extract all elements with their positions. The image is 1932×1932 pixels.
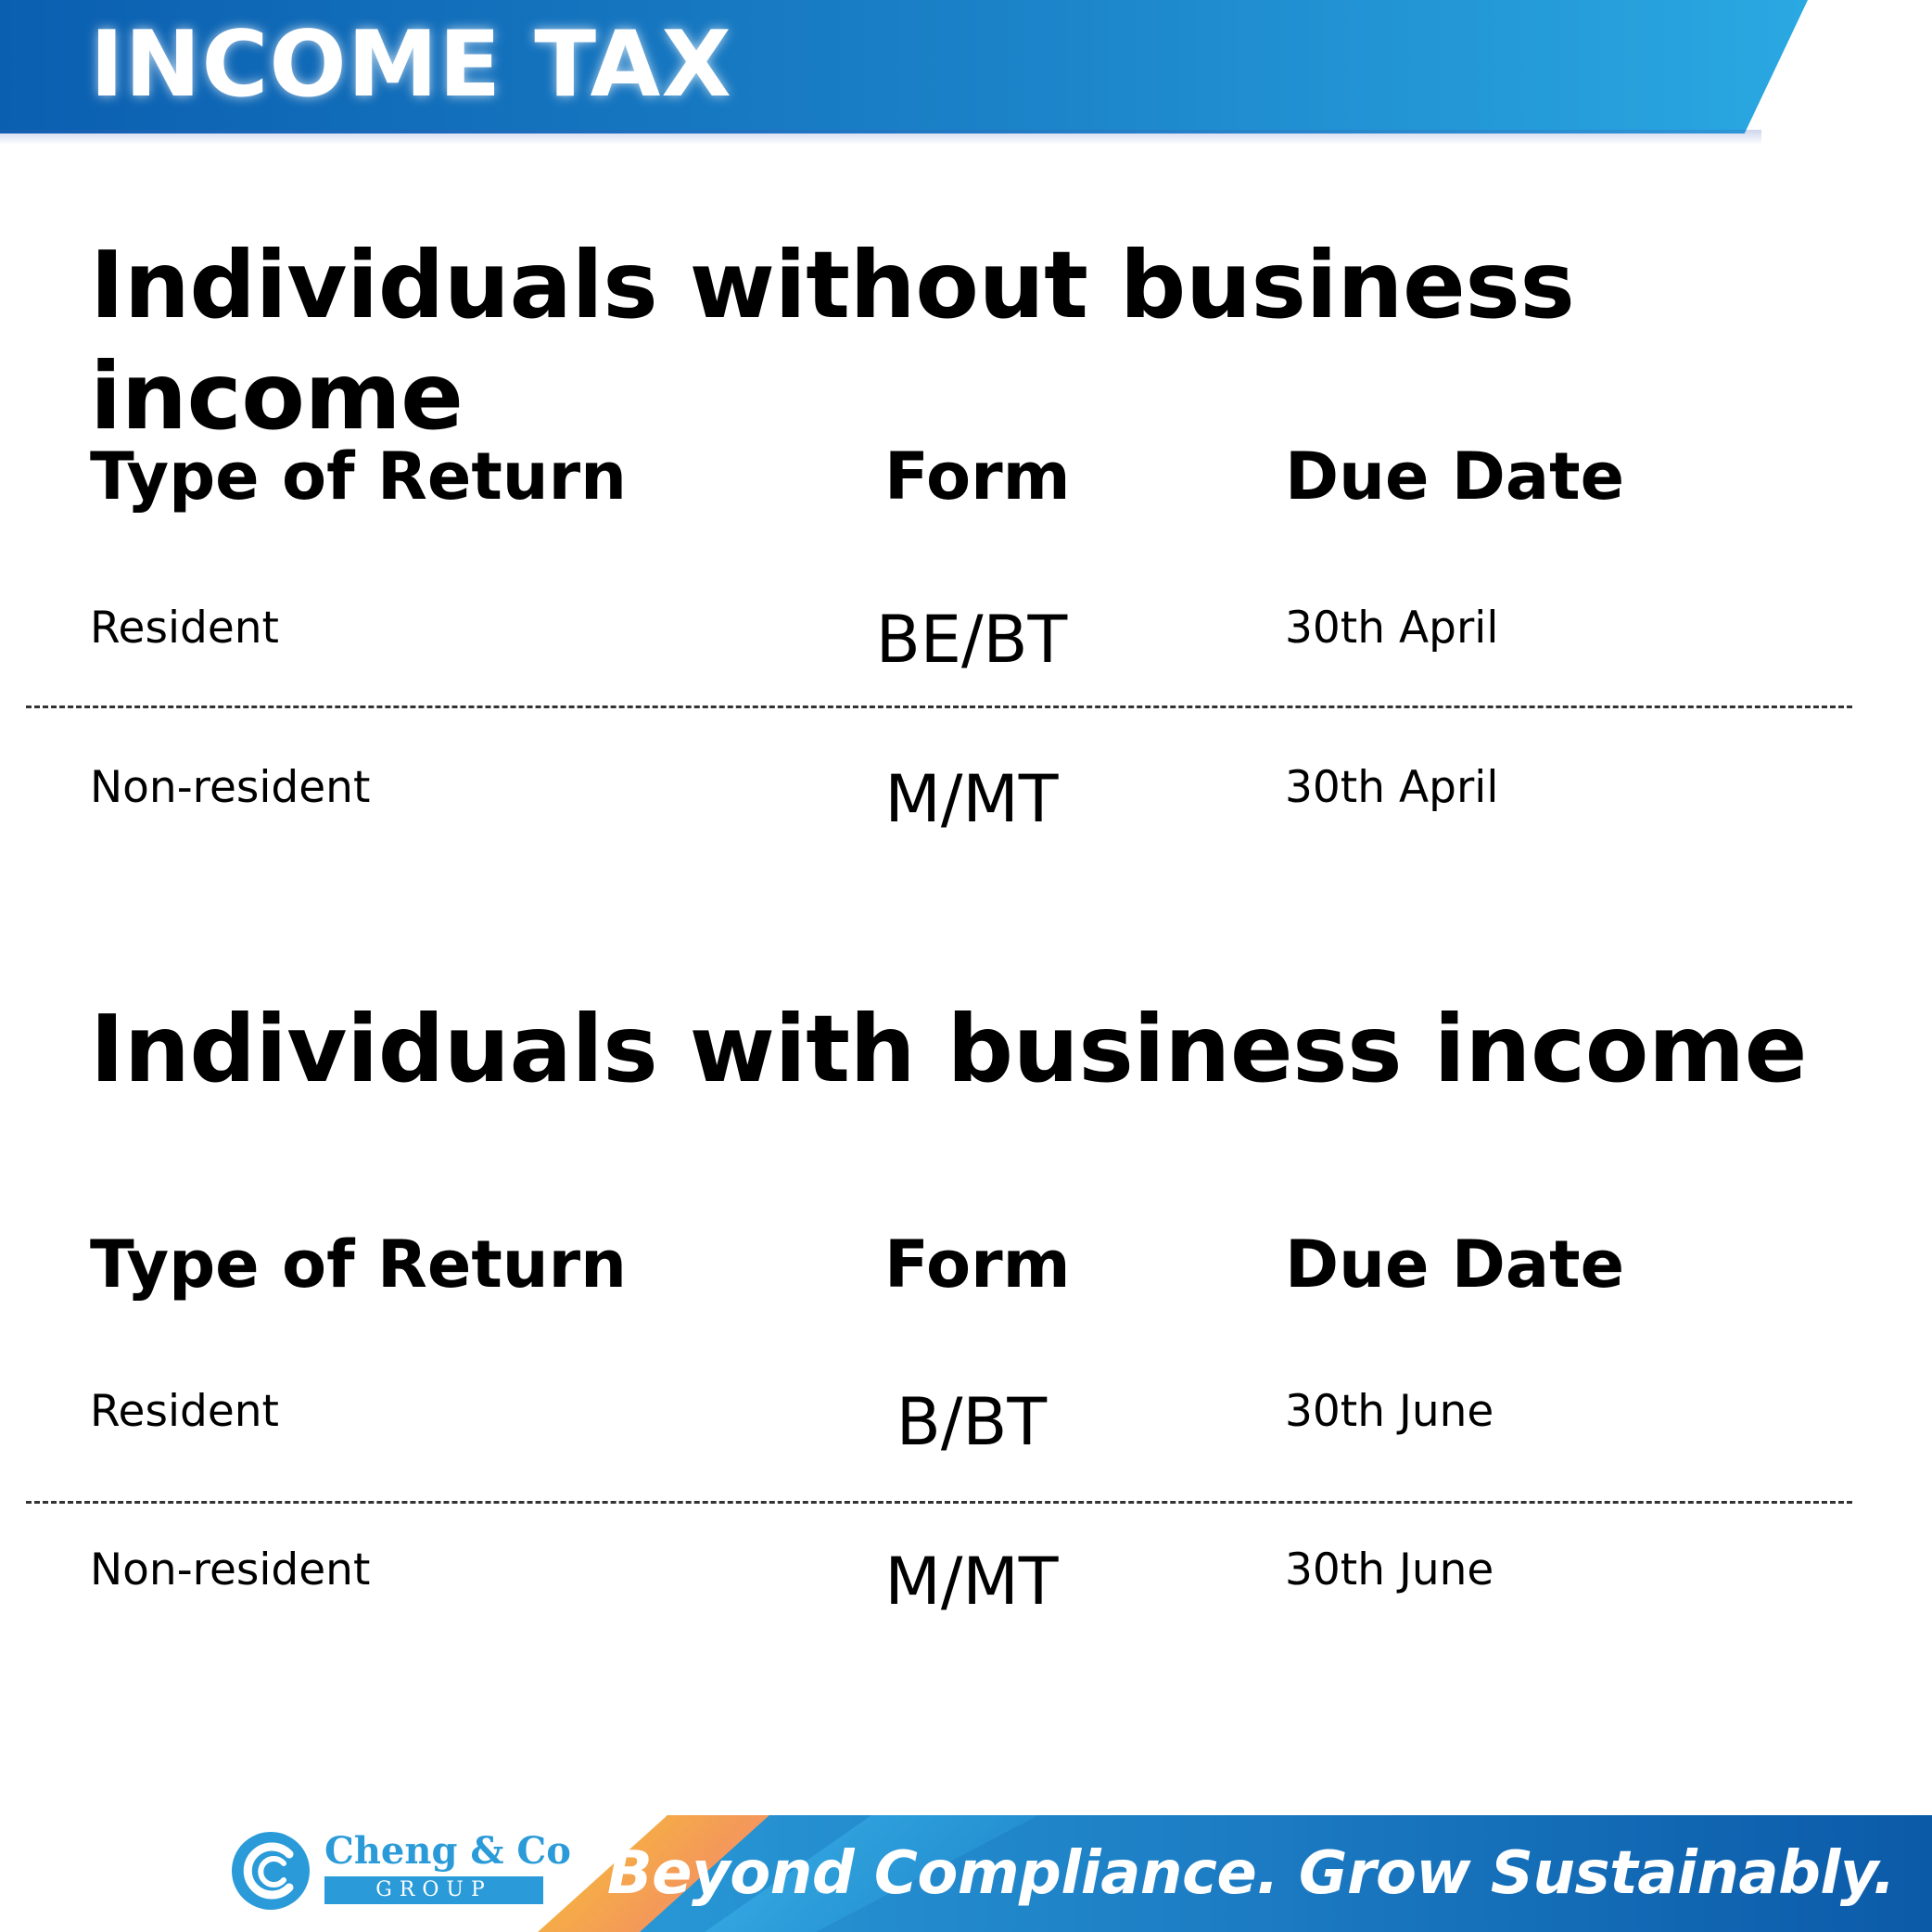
- logo-name: Cheng & Co: [324, 1829, 571, 1873]
- row-divider: [26, 1501, 1852, 1504]
- row-form: M/MT: [884, 1544, 1059, 1620]
- column-header-due-date: Due Date: [1285, 1227, 1625, 1303]
- row-form: BE/BT: [875, 602, 1068, 678]
- row-type: Non-resident: [90, 1544, 371, 1595]
- logo-c-icon: [228, 1828, 313, 1913]
- row-form: M/MT: [884, 761, 1059, 837]
- row-divider: [26, 705, 1852, 708]
- column-header-form: Form: [884, 1227, 1071, 1303]
- row-type: Non-resident: [90, 762, 371, 813]
- column-header-type: Type of Return: [90, 439, 627, 515]
- row-type: Resident: [90, 603, 279, 654]
- section-title-without-business: Individuals without business income: [90, 231, 1575, 451]
- section-title-with-business: Individuals with business income: [90, 995, 1807, 1103]
- row-due-date: 30th June: [1285, 1386, 1494, 1437]
- column-header-type: Type of Return: [90, 1227, 627, 1303]
- row-form: B/BT: [896, 1384, 1048, 1460]
- column-header-due-date: Due Date: [1285, 439, 1625, 515]
- column-header-form: Form: [884, 439, 1071, 515]
- company-logo: [228, 1828, 571, 1921]
- page-title: INCOME TAX: [90, 12, 732, 118]
- row-due-date: 30th April: [1285, 603, 1499, 654]
- row-due-date: 30th April: [1285, 762, 1499, 813]
- header-banner-shadow: [0, 130, 1761, 145]
- logo-group: GROUP: [324, 1876, 543, 1904]
- tagline: Beyond Compliance. Grow Sustainably.: [606, 1839, 1895, 1908]
- row-type: Resident: [90, 1386, 279, 1437]
- row-due-date: 30th June: [1285, 1544, 1494, 1595]
